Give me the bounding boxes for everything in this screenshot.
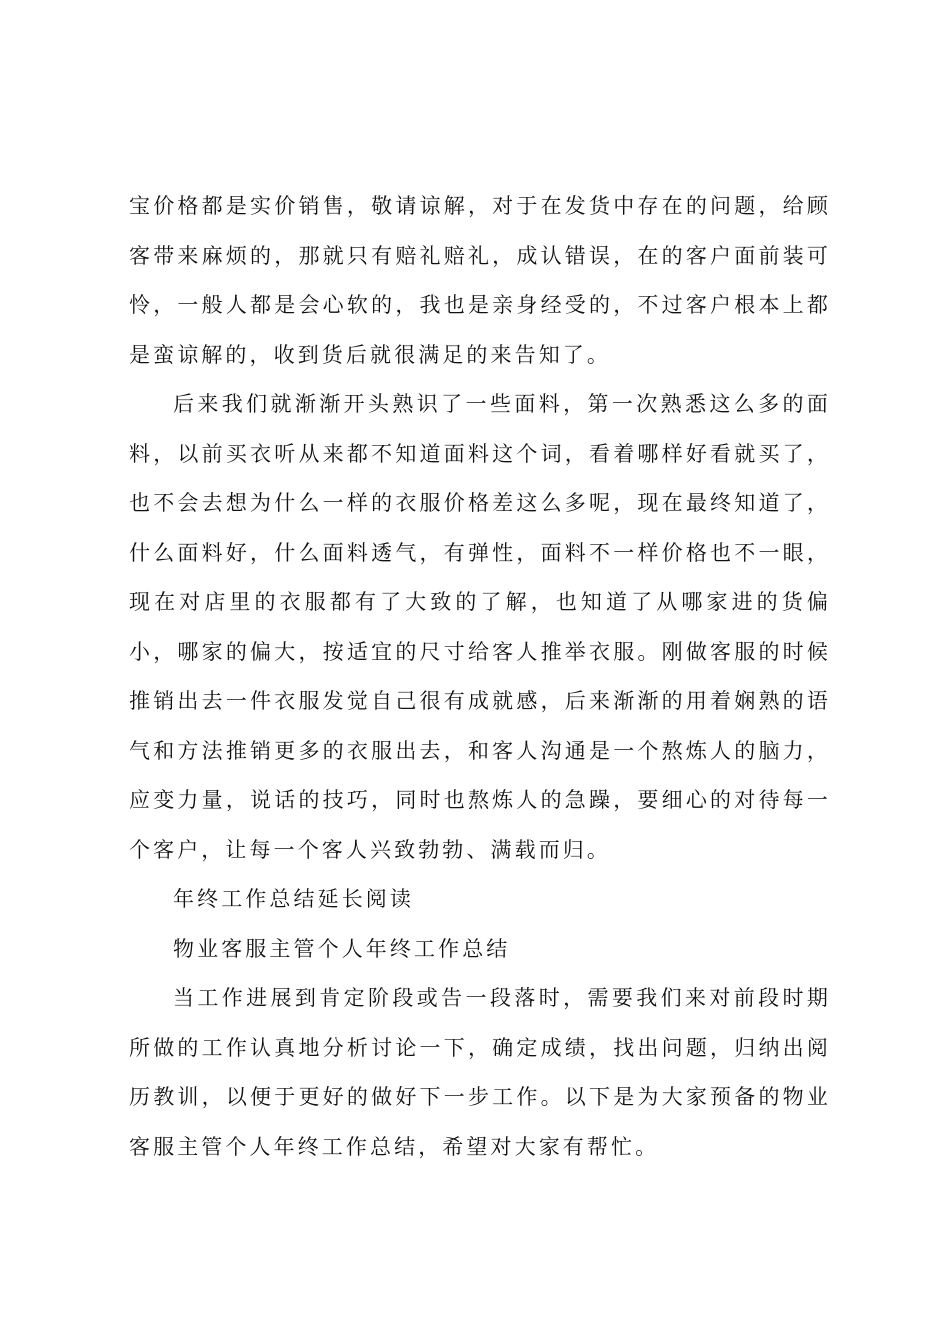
heading-extended-reading: 年终工作总结延长阅读	[173, 887, 414, 911]
document-body	[129, 182, 831, 1172]
heading-article-title: 物业客服主管个人年终工作总结	[173, 936, 511, 961]
paragraph-fabrics: 后来我们就渐渐开头熟识了一些面料，第一次熟悉这么多的面料，以前买衣听从来都不知道面料这个词，看着哪样好看就买了，也不会去想为什么一样的衣服价格差这么多呢，现在最终知道了，什么面料好，什么面料透气，有弹性，面料不一样价格也不一眼，现在对店里的衣服都有了大致的了解，也知道了从哪家进的货偏小，哪家的偏大，按适宜的尺寸给客人推举衣服。刚做客服的时候推销出去一件衣服发觉自己很有成就感，后来渐渐的用着娴熟的语气和方法推销更多的衣服出去，和客人沟通是一个熬炼人的脑力，应变力量，说话的技巧，同时也熬炼人的急躁，要细心的对待每一个客户，让每一个客人兴致勃勃、满载而归。	[129, 392, 831, 862]
paragraph-continuation: 宝价格都是实价销售，敬请谅解，对于在发货中存在的问题，给顾客带来麻烦的，那就只有赔礼赔礼，成认错误，在的客户面前装可怜，一般人都是会心软的，我也是亲身经受的，不过客户根本上都是蛮谅解的，收到货后就很满足的来告知了。	[129, 194, 831, 367]
paragraph-intro: 当工作进展到肯定阶段或告一段落时，需要我们来对前段时期所做的工作认真地分析讨论一下，确定成绩，找出问题，归纳出阅历教训，以便于更好的做好下一步工作。以下是为大家预备的物业客服主管个人年终工作总结，希望对大家有帮忙。	[129, 986, 831, 1159]
